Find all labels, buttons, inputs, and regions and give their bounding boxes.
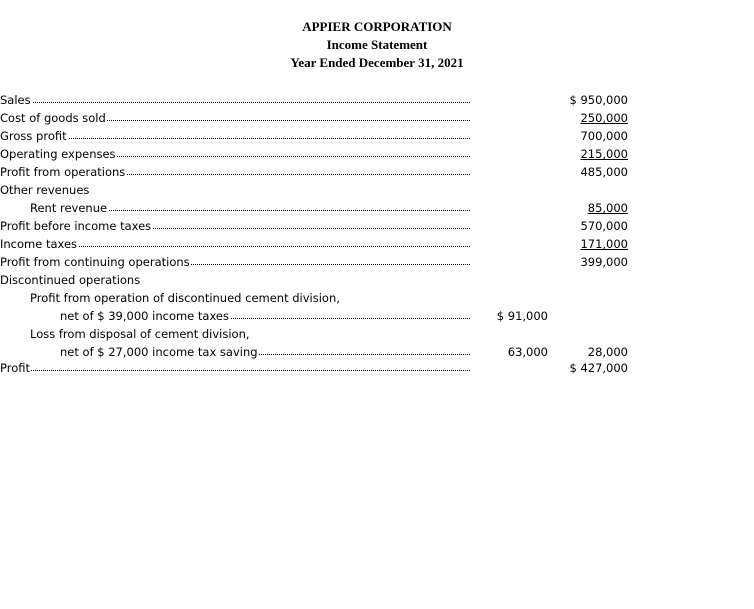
row-label: net of $ 39,000 income taxes <box>60 309 229 323</box>
amount-total: 570,000 <box>580 219 628 233</box>
row-gross-profit <box>0 127 754 145</box>
row-label: net of $ 27,000 income tax saving <box>60 345 258 359</box>
row-label: Profit from operations <box>0 165 126 179</box>
row-operating-expenses <box>0 145 754 163</box>
dot-leader <box>0 138 470 139</box>
row-label: Sales <box>0 93 31 107</box>
amount-total: $ 427,000 <box>569 361 628 375</box>
row-label: Other revenues <box>0 183 90 197</box>
amount-detail: 63,000 <box>507 345 548 359</box>
row-other-revenues <box>0 181 754 199</box>
row-label: Profit from continuing operations <box>0 255 190 269</box>
amount-detail: $ 91,000 <box>496 309 548 323</box>
row-label: Cost of goods sold <box>0 111 106 125</box>
amount-total: 85,000 <box>587 201 628 215</box>
statement-period: Year Ended December 31, 2021 <box>290 55 464 70</box>
amount-total: 700,000 <box>580 129 628 143</box>
row-sales <box>0 91 754 109</box>
amount-total: $ 950,000 <box>569 93 628 107</box>
amount-total: 171,000 <box>580 237 628 251</box>
row-label: Profit before income taxes <box>0 219 152 233</box>
row-discontinued-profit-caption <box>0 289 754 307</box>
row-label: Discontinued operations <box>0 273 141 287</box>
row-profit-before-taxes <box>0 217 754 235</box>
row-label: Loss from disposal of cement division, <box>30 327 250 341</box>
statement-title: Income Statement <box>326 37 428 52</box>
dot-leader <box>0 370 470 371</box>
row-discontinued-profit <box>0 307 754 325</box>
row-disposal-loss-caption <box>0 325 754 343</box>
row-cogs <box>0 109 754 127</box>
company-name: APPIER CORPORATION <box>302 19 452 34</box>
row-profit-from-operations <box>0 163 754 181</box>
row-label: Profit from operation of discontinued cement division, <box>30 291 340 305</box>
row-profit <box>0 359 754 377</box>
amount-total: 399,000 <box>580 255 628 269</box>
row-profit-continuing <box>0 253 754 271</box>
amount-total: 215,000 <box>580 147 628 161</box>
row-label: Profit <box>0 361 30 375</box>
amount-total: 250,000 <box>580 111 628 125</box>
row-discontinued-operations <box>0 271 754 289</box>
row-label: Gross profit <box>0 129 67 143</box>
amount-total: 485,000 <box>580 165 628 179</box>
row-income-taxes <box>0 235 754 253</box>
amount-total: 28,000 <box>587 345 628 359</box>
row-rent-revenue <box>0 199 754 217</box>
row-label: Operating expenses <box>0 147 116 161</box>
dot-leader <box>0 102 470 103</box>
row-label: Rent revenue <box>30 201 108 215</box>
row-label: Income taxes <box>0 237 78 251</box>
